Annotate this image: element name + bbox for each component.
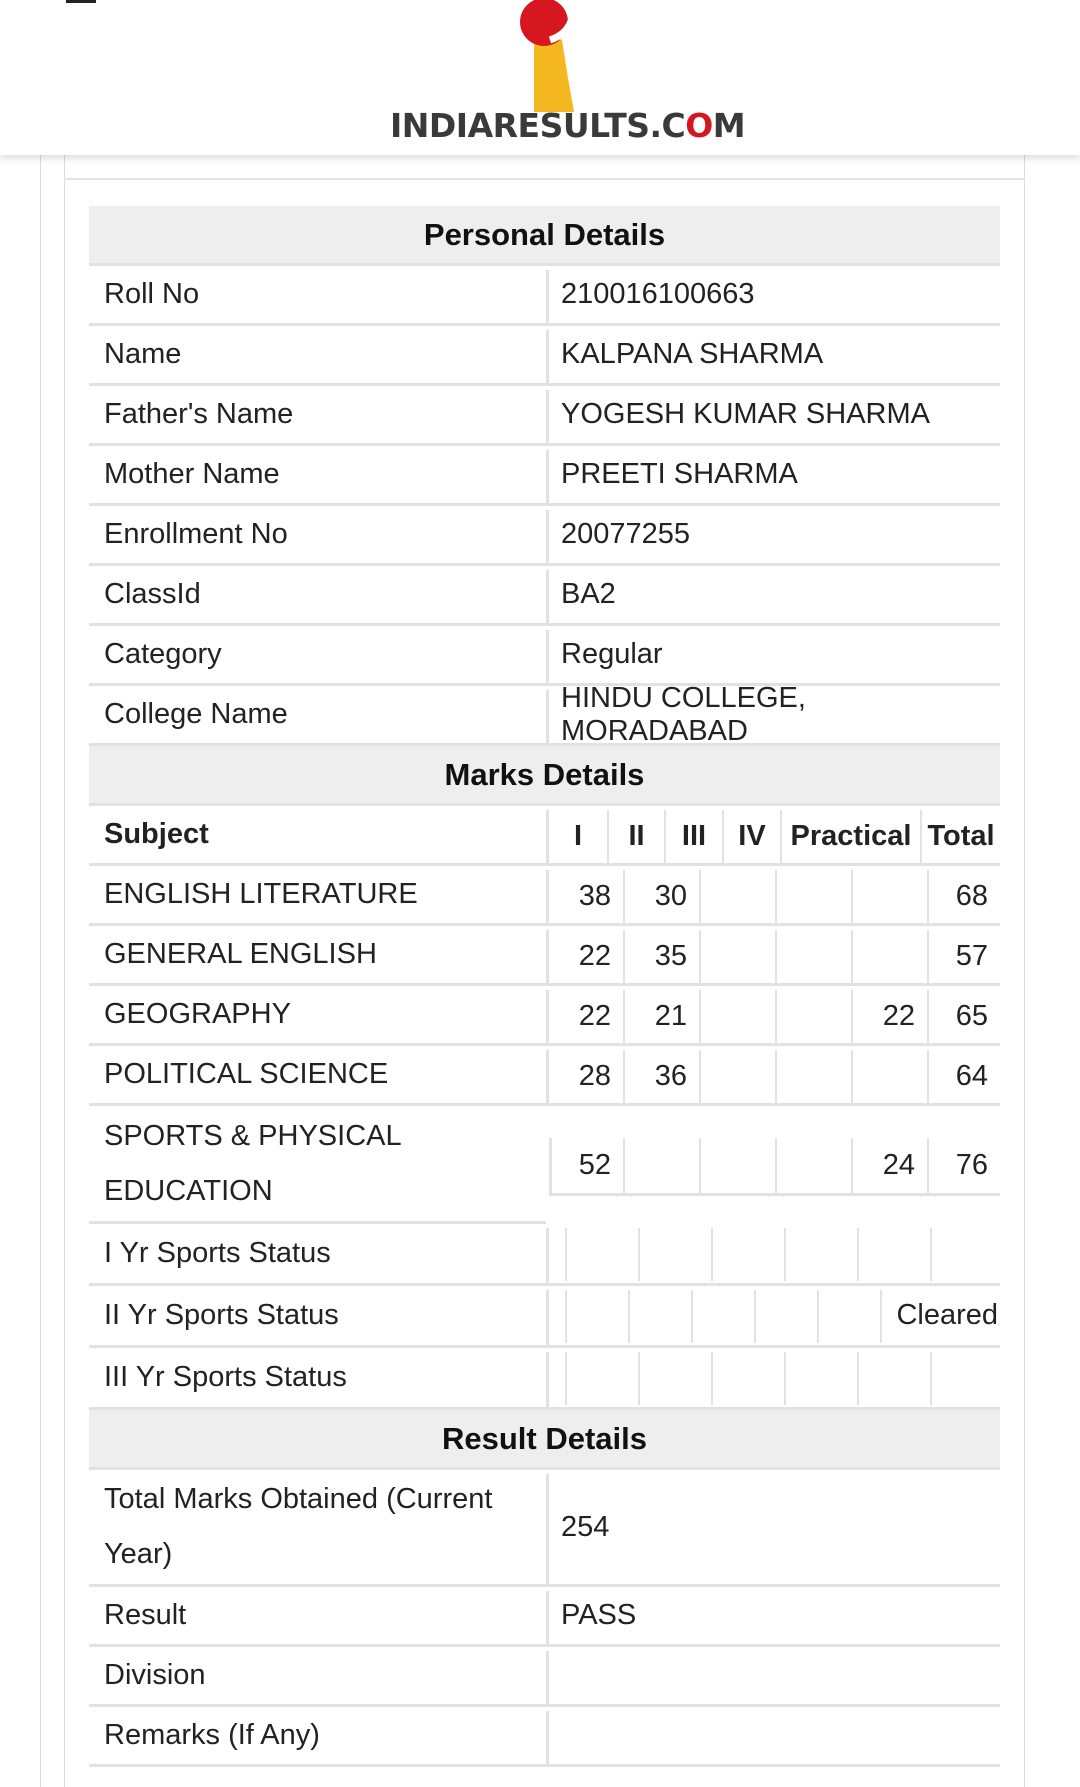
table-row bbox=[89, 1587, 1000, 1647]
row-label: Roll No bbox=[104, 278, 200, 310]
mark-total: 57 bbox=[955, 940, 988, 972]
mark-practical bbox=[853, 870, 929, 923]
sports-status-row bbox=[89, 1286, 1000, 1348]
col-header-iii: III bbox=[666, 810, 724, 863]
col-header-ii: II bbox=[609, 810, 666, 863]
mark-ii: 21 bbox=[625, 990, 701, 1043]
row-label: Result bbox=[104, 1599, 187, 1631]
section-title: Marks Details bbox=[444, 756, 645, 792]
marks-details-heading bbox=[89, 746, 1000, 806]
row-label: Category bbox=[104, 638, 222, 670]
table-row bbox=[89, 1707, 1000, 1767]
mark-i: 38 bbox=[549, 870, 625, 923]
marks-header-row bbox=[89, 806, 1000, 866]
subject-name: GENERAL ENGLISH bbox=[104, 938, 377, 970]
table-row bbox=[89, 986, 1000, 1046]
col-header-iv: IV bbox=[724, 810, 782, 863]
table-row bbox=[89, 681, 1000, 747]
row-value: PASS bbox=[561, 1599, 637, 1631]
table-row bbox=[89, 506, 1000, 566]
sports-status-label: I Yr Sports Status bbox=[104, 1237, 331, 1269]
logo-mark-icon bbox=[510, 0, 580, 115]
section-title: Result Details bbox=[441, 1420, 647, 1456]
mark-iii bbox=[701, 1138, 777, 1193]
sports-status-row bbox=[89, 1224, 1000, 1286]
row-label: Name bbox=[104, 338, 182, 370]
mark-ii bbox=[625, 1138, 701, 1193]
personal-details-heading bbox=[89, 206, 1000, 266]
table-row bbox=[89, 926, 1000, 986]
mark-iv bbox=[777, 1050, 853, 1103]
mark-ii: 36 bbox=[625, 1050, 701, 1103]
table-row bbox=[89, 1106, 1000, 1224]
row-value: YOGESH KUMAR SHARMA bbox=[561, 398, 930, 430]
mark-iii bbox=[701, 1050, 777, 1103]
row-value: Regular bbox=[561, 638, 663, 670]
mark-iv bbox=[777, 990, 853, 1043]
site-logo[interactable] bbox=[390, 0, 746, 150]
table-row bbox=[89, 1470, 1000, 1587]
mark-total: 65 bbox=[955, 1000, 988, 1032]
mark-practical: 22 bbox=[853, 990, 929, 1043]
col-header-practical: Practical bbox=[782, 810, 922, 863]
table-row bbox=[89, 866, 1000, 926]
table-row bbox=[89, 626, 1000, 686]
mark-i: 22 bbox=[549, 930, 625, 983]
sports-status-label: III Yr Sports Status bbox=[104, 1361, 347, 1393]
mark-practical bbox=[853, 930, 929, 983]
mark-practical: 24 bbox=[853, 1138, 929, 1193]
row-label: Total Marks Obtained (Current Year) bbox=[104, 1483, 493, 1570]
table-row bbox=[89, 326, 1000, 386]
table-row bbox=[89, 1046, 1000, 1106]
subject-header: Subject bbox=[104, 818, 209, 850]
mark-total: 76 bbox=[955, 1149, 988, 1181]
row-value bbox=[549, 1647, 1000, 1704]
row-label: Enrollment No bbox=[104, 518, 288, 550]
site-header bbox=[0, 0, 1080, 155]
table-row bbox=[89, 1647, 1000, 1707]
row-value: PREETI SHARMA bbox=[561, 458, 798, 490]
row-value: KALPANA SHARMA bbox=[561, 338, 824, 370]
table-row bbox=[89, 386, 1000, 446]
row-label: Division bbox=[104, 1659, 206, 1691]
logo-text: INDIARESULTS.COM bbox=[390, 106, 746, 145]
subject-name: ENGLISH LITERATURE bbox=[104, 878, 418, 910]
subject-name: SPORTS & PHYSICAL EDUCATION bbox=[104, 1119, 402, 1207]
subject-name: GEOGRAPHY bbox=[104, 998, 291, 1030]
row-label: Father's Name bbox=[104, 398, 294, 430]
row-value: 210016100663 bbox=[561, 278, 755, 310]
row-value: HINDU COLLEGE, MORADABAD bbox=[561, 681, 806, 747]
mark-ii: 35 bbox=[625, 930, 701, 983]
col-header-total: Total bbox=[927, 820, 995, 852]
mark-iii bbox=[701, 870, 777, 923]
row-value: 254 bbox=[561, 1510, 610, 1543]
mark-total: 64 bbox=[955, 1060, 988, 1092]
mark-ii: 30 bbox=[625, 870, 701, 923]
menu-icon[interactable] bbox=[66, 0, 96, 3]
row-value: 20077255 bbox=[561, 518, 691, 550]
mark-i: 22 bbox=[549, 990, 625, 1043]
divider bbox=[64, 178, 1025, 180]
section-title: Personal Details bbox=[423, 216, 666, 252]
col-header-i: I bbox=[549, 810, 609, 863]
row-label: Remarks (If Any) bbox=[104, 1719, 320, 1751]
row-value: BA2 bbox=[561, 578, 616, 610]
row-label: College Name bbox=[104, 698, 288, 730]
mark-i: 52 bbox=[552, 1138, 625, 1193]
mark-total: 68 bbox=[955, 880, 988, 912]
sports-status-label: II Yr Sports Status bbox=[104, 1299, 339, 1331]
mark-practical bbox=[853, 1050, 929, 1103]
row-value bbox=[549, 1707, 1000, 1764]
mark-iv bbox=[777, 870, 853, 923]
mark-iv bbox=[777, 1138, 853, 1193]
result-details-heading bbox=[89, 1410, 1000, 1470]
mark-iv bbox=[777, 930, 853, 983]
row-label: ClassId bbox=[104, 578, 201, 610]
sports-status-row bbox=[89, 1348, 1000, 1410]
mark-i: 28 bbox=[549, 1050, 625, 1103]
table-row bbox=[89, 446, 1000, 506]
table-row bbox=[89, 266, 1000, 326]
mark-iii bbox=[701, 990, 777, 1043]
subject-name: POLITICAL SCIENCE bbox=[104, 1058, 389, 1090]
row-label: Mother Name bbox=[104, 458, 280, 490]
sports-status-value: Cleared bbox=[896, 1299, 998, 1331]
table-row bbox=[89, 566, 1000, 626]
mark-iii bbox=[701, 930, 777, 983]
